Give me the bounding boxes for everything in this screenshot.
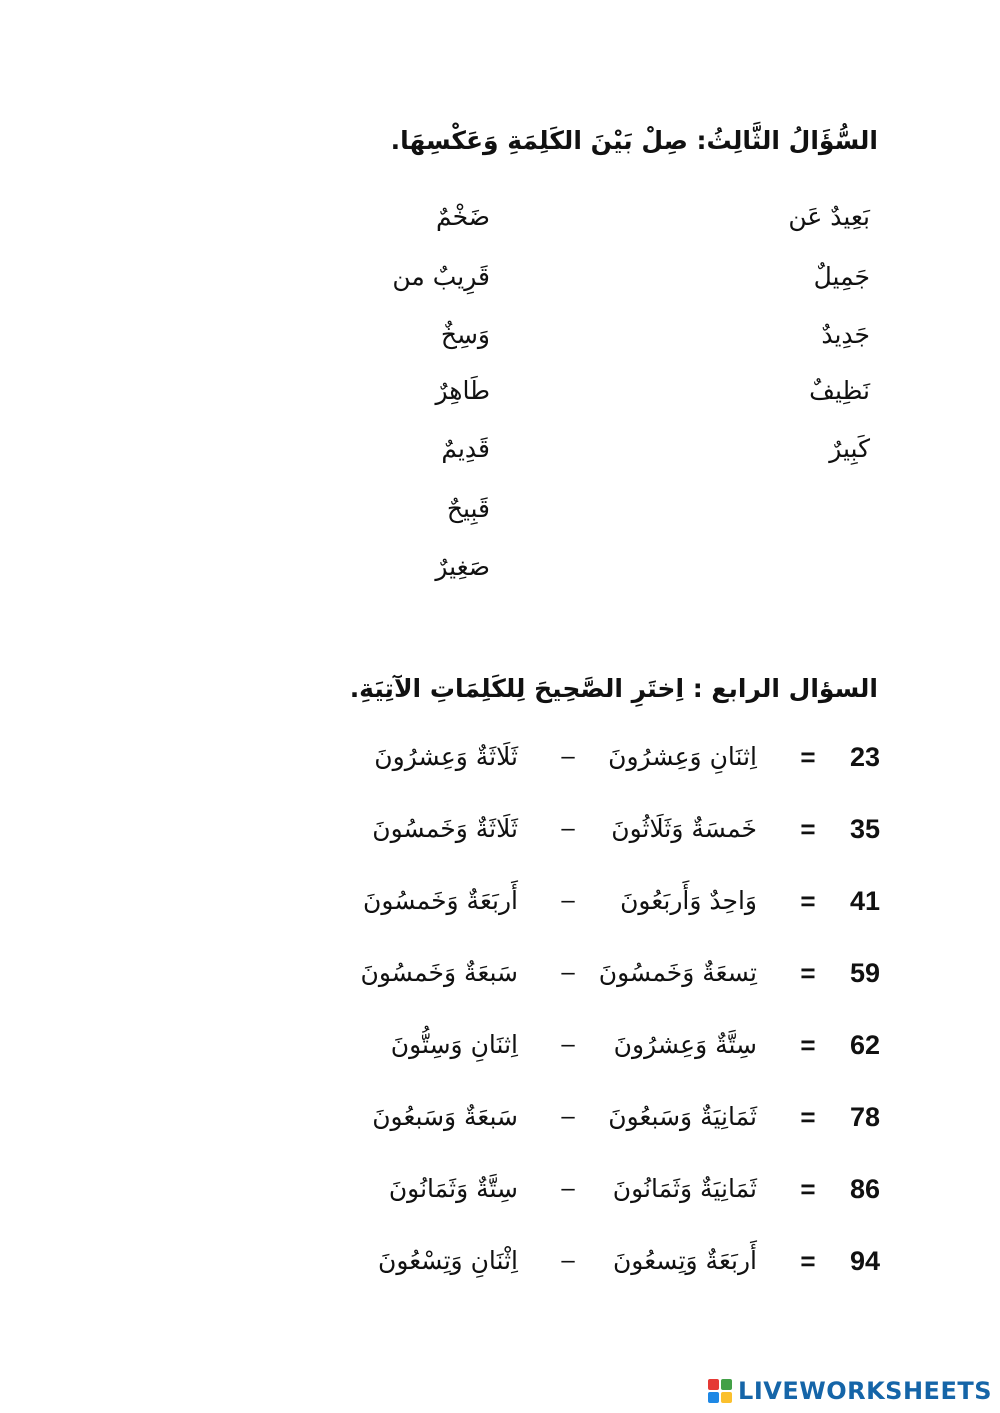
choice-option-2[interactable]: اِثنَانِ وَسِتُّونَ [390, 1030, 518, 1059]
logo-square-green [721, 1379, 732, 1390]
separator-dash: – [561, 1031, 575, 1058]
match-item-left[interactable]: جَمِيلٌ [813, 262, 870, 291]
match-item-left[interactable]: جَدِيدٌ [821, 320, 870, 349]
choice-option-1[interactable]: خَمسَةٌ وَثَلَاثُونَ [611, 814, 757, 843]
match-item-right[interactable]: وَسِخٌ [440, 320, 490, 349]
choice-option-1[interactable]: سِتَّةٌ وَعِشرُونَ [613, 1030, 757, 1059]
equals-sign: = [800, 886, 816, 916]
number-value: 78 [849, 1102, 880, 1132]
match-item-left[interactable]: كَبِيرٌ [829, 434, 870, 463]
match-item-right[interactable]: قَبِيحٌ [446, 494, 490, 523]
question-3-title: السُّؤَالُ الثَّالِثُ: صِلْ بَيْنَ الكَلِمَةِ وَعَكْسِهَا. [390, 126, 878, 155]
choice-option-2[interactable]: سَبعَةٌ وَخَمسُونَ [360, 958, 518, 987]
choice-option-1[interactable]: ثَمَانِيَةٌ وَسَبعُونَ [608, 1102, 757, 1131]
number-value: 41 [849, 886, 880, 916]
number-value: 62 [849, 1030, 880, 1060]
logo-square-red [708, 1379, 719, 1390]
choice-option-1[interactable]: وَاحِدٌ وَأَربَعُونَ [620, 886, 757, 915]
match-item-left[interactable]: نَظِيفٌ [809, 376, 870, 405]
equals-sign: = [800, 1102, 816, 1132]
number-value: 94 [849, 1246, 880, 1276]
question-4-title: السؤال الرابع : اِختَرِ الصَّحِيحَ لِلكَلِمَاتِ الآتِيَةِ. [349, 674, 878, 703]
equals-sign: = [800, 1174, 816, 1204]
match-item-right[interactable]: ضَخْمٌ [435, 202, 490, 231]
separator-dash: – [561, 1175, 575, 1202]
equals-sign: = [800, 742, 816, 772]
number-value: 35 [849, 814, 880, 844]
choice-option-1[interactable]: تِسعَةٌ وَخَمسُونَ [598, 958, 757, 987]
liveworksheets-footer[interactable] [708, 1377, 992, 1405]
equals-sign: = [800, 1030, 816, 1060]
choice-option-2[interactable]: أَربَعَةٌ وَخَمسُونَ [363, 886, 518, 915]
match-item-right[interactable]: قَدِيمٌ [441, 434, 490, 463]
separator-dash: – [561, 743, 575, 770]
match-item-right[interactable]: طَاهِرٌ [435, 376, 490, 405]
equals-sign: = [800, 814, 816, 844]
choice-option-1[interactable]: أَربَعَةٌ وَتِسعُونَ [612, 1246, 757, 1275]
choice-option-2[interactable]: ثَلَاثَةٌ وَخَمسُونَ [372, 814, 518, 843]
separator-dash: – [561, 1247, 575, 1274]
equals-sign: = [800, 958, 816, 988]
separator-dash: – [561, 815, 575, 842]
number-value: 23 [849, 742, 880, 772]
choice-option-1[interactable]: ثَمَانِيَةٌ وَثَمَانُونَ [612, 1174, 757, 1203]
logo-square-yellow [721, 1392, 732, 1403]
equals-sign: = [800, 1246, 816, 1276]
number-value: 86 [849, 1174, 880, 1204]
match-item-right[interactable]: صَغِيرٌ [435, 552, 490, 581]
liveworksheets-logo-icon [708, 1379, 732, 1403]
choice-option-2[interactable]: سِتَّةٌ وَثَمَانُونَ [388, 1174, 518, 1203]
number-value: 59 [849, 958, 880, 988]
choice-option-2[interactable]: اِثْنَانِ وَتِسْعُونَ [377, 1246, 518, 1275]
choice-option-1[interactable]: اِثنَانِ وَعِشرُونَ [608, 742, 757, 771]
brand-name: LIVEWORKSHEETS [738, 1377, 992, 1405]
separator-dash: – [561, 1103, 575, 1130]
choice-option-2[interactable]: ثَلَاثَةٌ وَعِشرُونَ [374, 742, 518, 771]
match-item-left[interactable]: بَعِيدٌ عَن [788, 202, 870, 231]
separator-dash: – [561, 887, 575, 914]
choice-option-2[interactable]: سَبعَةٌ وَسَبعُونَ [372, 1102, 518, 1131]
logo-square-blue [708, 1392, 719, 1403]
separator-dash: – [561, 959, 575, 986]
match-item-right[interactable]: قَرِيبٌ من [392, 262, 490, 291]
